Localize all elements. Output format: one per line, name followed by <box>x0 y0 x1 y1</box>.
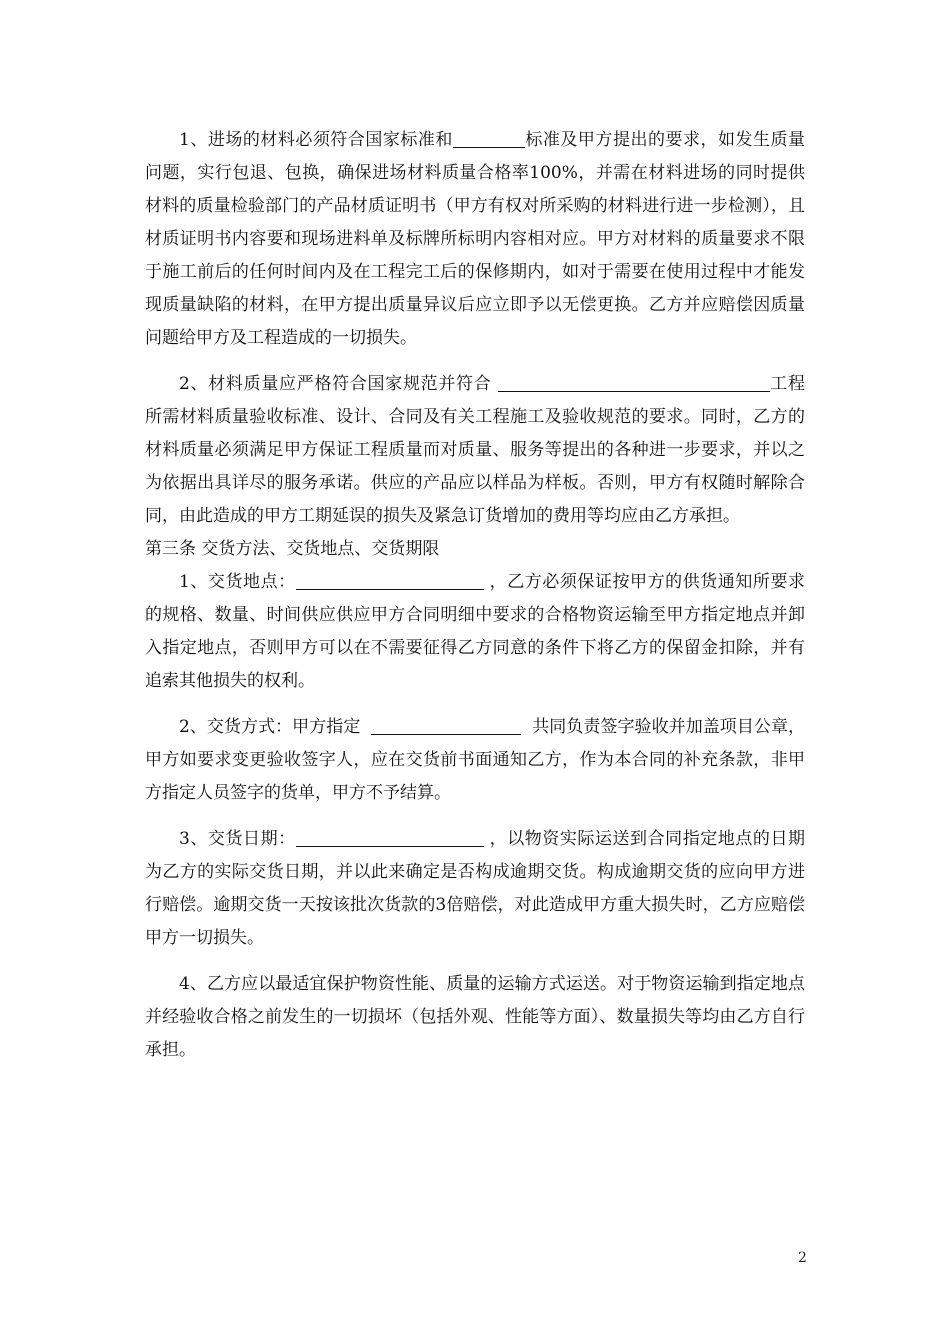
clause-text: 1、进场的材料必须符合国家标准和 <box>179 130 453 150</box>
article-three-heading: 第三条 交货方法、交货地点、交货期限 <box>145 539 440 559</box>
material-standard-clause <box>145 124 805 355</box>
clause-text: 2、材料质量应严格符合国家规范并符合 <box>179 374 492 394</box>
clause-text: 2、交货方式：甲方指定 <box>179 717 361 737</box>
clause-text: ，乙方必须保证按甲方的供货通知所要求的规格、数量、时间供应供应甲方合同明细中要求的合格物资运输至甲方指定地点并卸入指定地点，否则甲方可以在不需要征得乙方同意的条件下将乙方的保留金扣除，并有追索其他损失的权利。 <box>145 572 806 691</box>
material-quality-clause <box>145 368 805 533</box>
delivery-date-clause <box>145 823 805 955</box>
standard-blank-field[interactable] <box>453 129 525 148</box>
project-name-blank-field[interactable] <box>498 373 770 392</box>
clause-text: 共同负责签字验收并加盖项目公章，甲方如要求变更验收签字人，应在交货前书面通知乙方，作为本合同的补充条款，非甲方指定人员签字的货单，甲方不予结算。 <box>145 717 806 803</box>
delivery-location-clause <box>145 566 805 698</box>
clause-text: 工程所需材料质量验收标准、设计、合同及有关工程施工及验收规范的要求。同时，乙方的材料质量必须满足甲方保证工程质量而对质量、服务等提出的各种进一步要求，并以之为依据出具详尽的服务承诺。供应的产品应以样品为样板。否则，甲方有权随时解除合同，由此造成的甲方工期延误的损失及紧急订货增加的费用等均应由乙方承担。 <box>145 374 805 526</box>
clause-text: ，以物资实际运送到合同指定地点的日期为乙方的实际交货日期，并以此来确定是否构成逾期交货。构成逾期交货的应向甲方进行赔偿。逾期交货一天按该批次货款的3倍赔偿，对此造成甲方重大损失时，乙方应赔偿甲方一切损失。 <box>145 829 806 948</box>
transport-clause: 4、乙方应以最适宜保护物资性能、质量的运输方式运送。对于物资运输到指定地点并经验收合格之前发生的一切损坏（包括外观、性能等方面）、数量损失等均由乙方自行承担。 <box>145 974 805 1060</box>
delivery-method-clause <box>145 711 805 810</box>
contract-body <box>145 124 805 1080</box>
clause-text: 标准及甲方提出的要求，如发生质量问题，实行包退、包换，确保进场材料质量合格率100%，并需在材料进场的同时提供材料的质量检验部门的产品材质证明书（甲方有权对所采购的材料进行进一步检测），且材质证明书内容要和现场进料单及标牌所标明内容相对应。甲方对材料的质量要求不限于施工前后的任何时间内及在工程完工后的保修期内，如对于需要在使用过程中才能发现质量缺陷的材料，在甲方提出质量异议后应立即予以无偿更换。乙方并应赔偿因质量问题给甲方及工程造成的一切损失。 <box>145 130 805 348</box>
clause-text: 3、交货日期： <box>179 829 296 849</box>
delivery-location-blank-field[interactable] <box>296 571 484 590</box>
delivery-date-blank-field[interactable] <box>296 828 484 847</box>
designated-person-blank-field[interactable] <box>371 716 521 735</box>
clause-text: 1、交货地点： <box>179 572 296 592</box>
page-number: 2 <box>798 1250 807 1266</box>
